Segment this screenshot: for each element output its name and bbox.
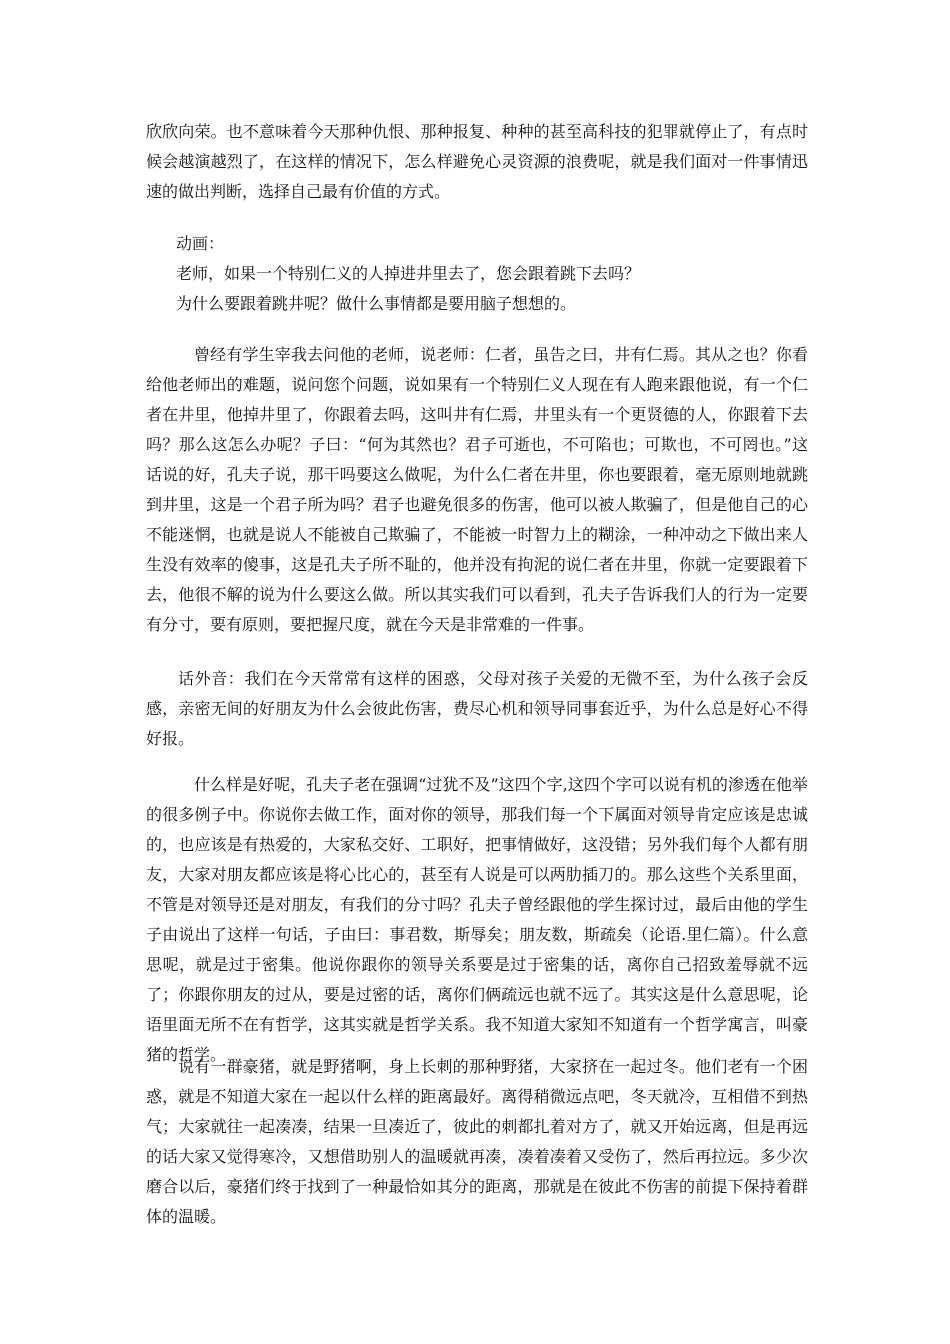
animation-label: 动画： (176, 234, 225, 253)
animation-answer: 为什么要跟着跳井呢？做什么事情都是要用脑子想想的。 (176, 294, 577, 313)
paragraph-zaiwo: 曾经有学生宰我去问他的老师，说老师：仁者，虽告之曰，井有仁焉。其从之也？你看给他老师出的难题，说问您个问题，说如果有一个特别仁义人现在有人跑来跟他说，有一个仁者在井里，他掉井里了，你跟着去吗，这叫井有仁焉，井里头有一个更贤德的人，你跟着下去吗？那么这怎么办呢？子曰：“何为其然也？君子可逝也，不可陷也；可欺也，不可罔也。”这话说的好，孔夫子说，那干吗要这么做呢，为什么仁者在井里，你也要跟着，毫无原则地就跳到井里，这是一个君子所为吗？君子也避免很多的伤害，他可以被人欺骗了，但是他自己的心不能迷惘，也就是说人不能被自己欺骗了，不能被一时智力上的糊涂，一种冲动之下做出来人生没有效率的傻事，这是孔夫子所不耻的，他并没有拘泥的说仁者在井里，你就一定要跟着下去，他很不解的说为什么要这么做。所以其实我们可以看到，孔夫子告诉我们人的行为一定要有分寸，要有原则，要把握尺度，就在今天是非常难的一件事。 (146, 345, 808, 634)
animation-question: 老师，如果一个特别仁义的人掉进井里去了，您会跟着跳下去吗？ (176, 264, 641, 283)
paragraph-guoyoubuji: 什么样是好呢，孔夫子老在强调“过犹不及”这四个字,这四个字可以说有机的渗透在他举的很多例子中。你说你去做工作，面对你的领导，那我们每一个下属面对领导肯定应该是忠诚的，也应该是有热爱的，大家私交好、工职好，把事情做好，这没错；另外我们每个人都有朋友，大家对朋友都应该是将心比心的，甚至有人说是可以两肋插刀的。那么这些个关系里面，不管是对领导还是对朋友，有我们的分寸吗？孔夫子曾经跟他的学生探讨过，最后由他的学生子由说出了这样一句话，子由曰：事君数，斯辱矣；朋友数，斯疏矣（论语.里仁篇）。什么意思呢，就是过于密集。他说你跟你的领导关系要是过于密集的话，离你自己招致羞辱就不远了；你跟你朋友的过从，要是过密的话，离你们俩疏远也就不远了。其实这是什么意思呢，论语里面无所不在有哲学，这其实就是哲学关系。我不知道大家知不知道有一个哲学寓言，叫豪猪的哲学。 (146, 775, 808, 1064)
paragraph-intro: 欣欣向荣。也不意味着今天那种仇恨、那种报复、种种的甚至高科技的犯罪就停止了，有点时候会越演越烈了，在这样的情况下，怎么样避免心灵资源的浪费呢，就是我们面对一件事情迅速的做出判断，选择自己最有价值的方式。 (146, 122, 808, 201)
paragraph-porcupine: 说有一群豪猪，就是野猪啊，身上长刺的那种野猪，大家挤在一起过冬。他们老有一个困惑，就是不知道大家在一起以什么样的距离最好。离得稍微远点吧，冬天就冷，互相借不到热气；大家就往一起凑凑，结果一旦凑近了，彼此的刺都扎着对方了，就又开始远离，但是再远的话大家又觉得寒冷，又想借助别人的温暖就再凑，凑着凑着又受伤了，然后再拉远。多少次磨合以后，豪猪们终于找到了一种最恰如其分的距离，那就是在彼此不伤害的前提下保持着群体的温暖。 (146, 1057, 808, 1226)
paragraph-voiceover: 话外音：我们在今天常常有这样的困惑，父母对孩子关爱的无微不至，为什么孩子会反感，亲密无间的好朋友为什么会彼此伤害，费尽心机和领导同事套近乎，为什么总是好心不得好报。 (146, 669, 808, 748)
